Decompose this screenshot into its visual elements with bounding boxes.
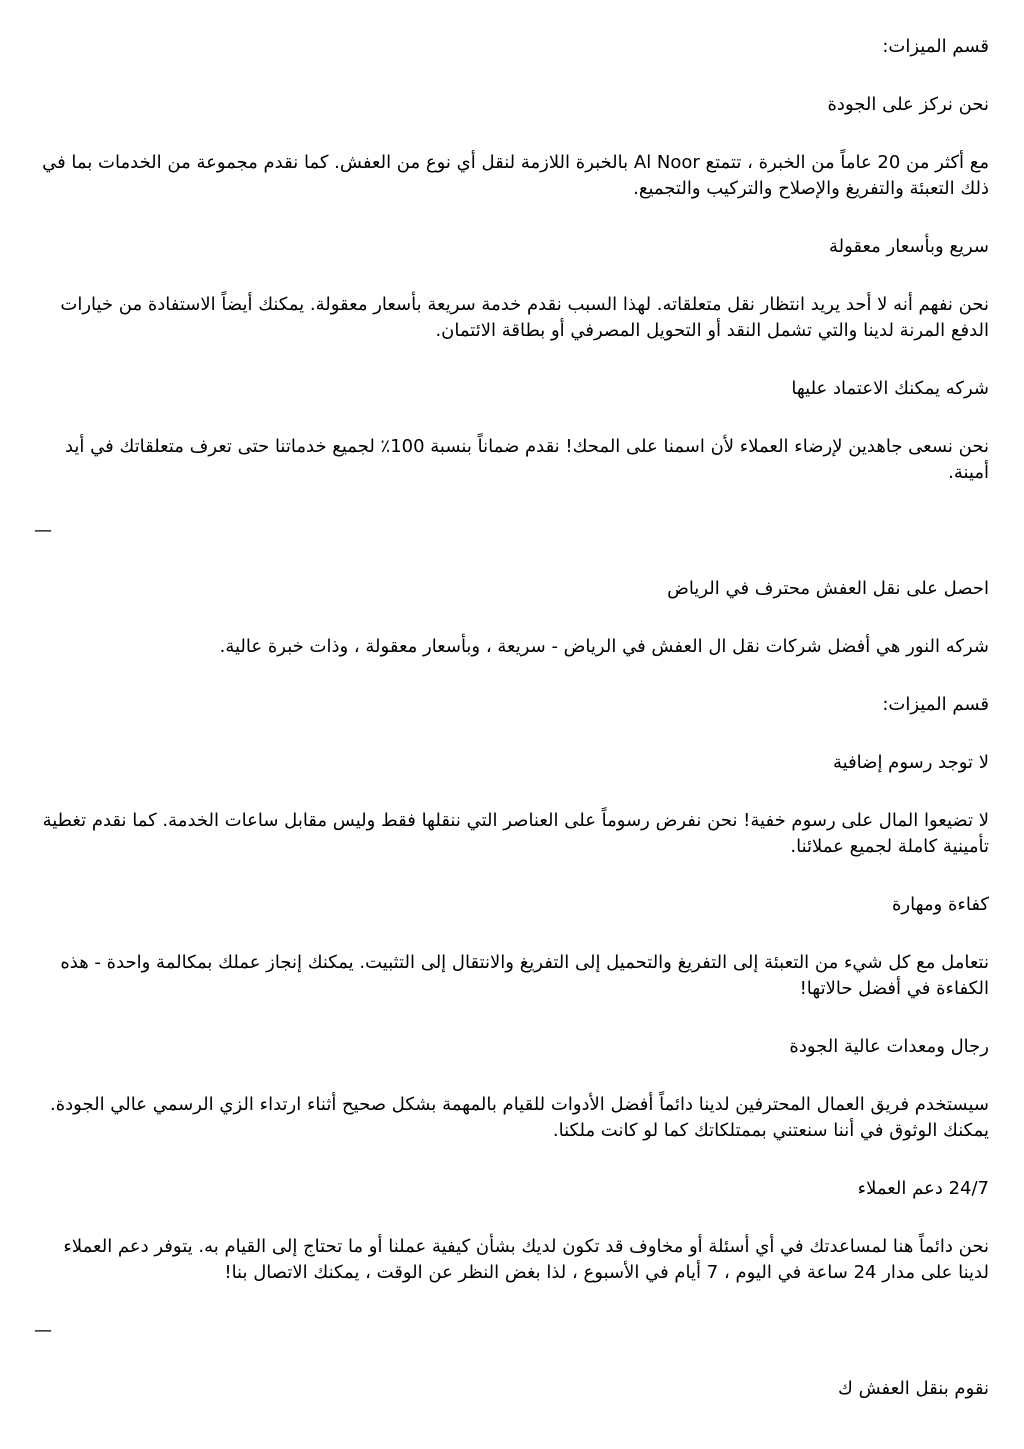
heading-support: 24/7 دعم العملاء bbox=[857, 1178, 989, 1199]
heading-reliable-company: شركه يمكنك الاعتماد عليها bbox=[791, 378, 989, 399]
section-label: قسم الميزات: bbox=[882, 36, 989, 57]
paragraph-quality-crew: سيستخدم فريق العمال المحترفين لدينا دائماً أفضل الأدوات للقيام بالمهمة بشكل صحيح أثناء ارتداء الزي الرسمي عالي الجودة. يمكنك الوثوق في أننا سنعتني بممتلكاتك كما لو كانت ملكنا. bbox=[50, 1094, 989, 1141]
heading-no-extra-fees: لا توجد رسوم إضافية bbox=[833, 752, 989, 773]
separator: — bbox=[34, 1320, 52, 1341]
heading-quality-crew: رجال ومعدات عالية الجودة bbox=[789, 1036, 989, 1057]
paragraph-professional-moving: شركه النور هي أفضل شركات نقل ال العفش في الرياض - سريعة ، وبأسعار معقولة ، وذات خبرة عالية. bbox=[219, 636, 989, 657]
heading-quality: نحن نركز على الجودة bbox=[827, 94, 989, 115]
paragraph-quality: مع أكثر من 20 عاماً من الخبرة ، تتمتع Al Noor بالخبرة اللازمة لنقل أي نوع من العفش. كما نقدم مجموعة من الخدمات بما في ذلك التعبئة والتفريغ والإصلاح والتركيب والتجميع. bbox=[42, 152, 989, 199]
paragraph-reliable-company: نحن نسعى جاهدين لإرضاء العملاء لأن اسمنا على المحك! نقدم ضماناً بنسبة 100٪ لجميع خدماتنا حتى تعرف متعلقاتك في أيد أمينة. bbox=[64, 436, 989, 483]
paragraph-no-extra-fees: لا تضيعوا المال على رسوم خفية! نحن نفرض رسوماً على العناصر التي ننقلها فقط وليس مقابل ساعات الخدمة. كما نقدم تغطية تأمينية كاملة لجميع عملائنا. bbox=[42, 810, 989, 857]
separator: — bbox=[34, 520, 52, 541]
paragraph-support: نحن دائماً هنا لمساعدتك في أي أسئلة أو مخاوف قد تكون لديك بشأن كيفية عملنا أو ما تحتاج إلى القيام به. يتوفر دعم العملاء لدينا على مدار 24 ساعة في اليوم ، 7 أيام في الأسبوع ، لذا بغض النظر عن الوقت ، يمكنك الاتصال بنا! bbox=[63, 1236, 989, 1283]
heading-fast-affordable: سريع وبأسعار معقولة bbox=[828, 236, 989, 257]
heading-professional-moving: احصل على نقل العفش محترف في الرياض bbox=[667, 578, 989, 599]
section-label: قسم الميزات: bbox=[882, 694, 989, 715]
document-page bbox=[34, 34, 989, 1402]
paragraph-fast-affordable: نحن نفهم أنه لا أحد يريد انتظار نقل متعلقاته. لهذا السبب نقدم خدمة سريعة بأسعار معقولة. يمكنك أيضاً الاستفادة من خيارات الدفع المرنة لدينا والتي تشمل النقد أو التحويل المصرفي أو بطاقة الائتمان. bbox=[60, 294, 989, 341]
paragraph-efficiency: نتعامل مع كل شيء من التعبئة إلى التفريغ والتحميل إلى التفريغ والانتقال إلى التثبيت. يمكنك إنجاز عملك بمكالمة واحدة - هذه الكفاءة في أفضل حالاتها! bbox=[60, 952, 989, 999]
heading-efficiency: كفاءة ومهارة bbox=[891, 894, 989, 915]
heading-we-move: نقوم بنقل العفش ك bbox=[838, 1378, 989, 1399]
